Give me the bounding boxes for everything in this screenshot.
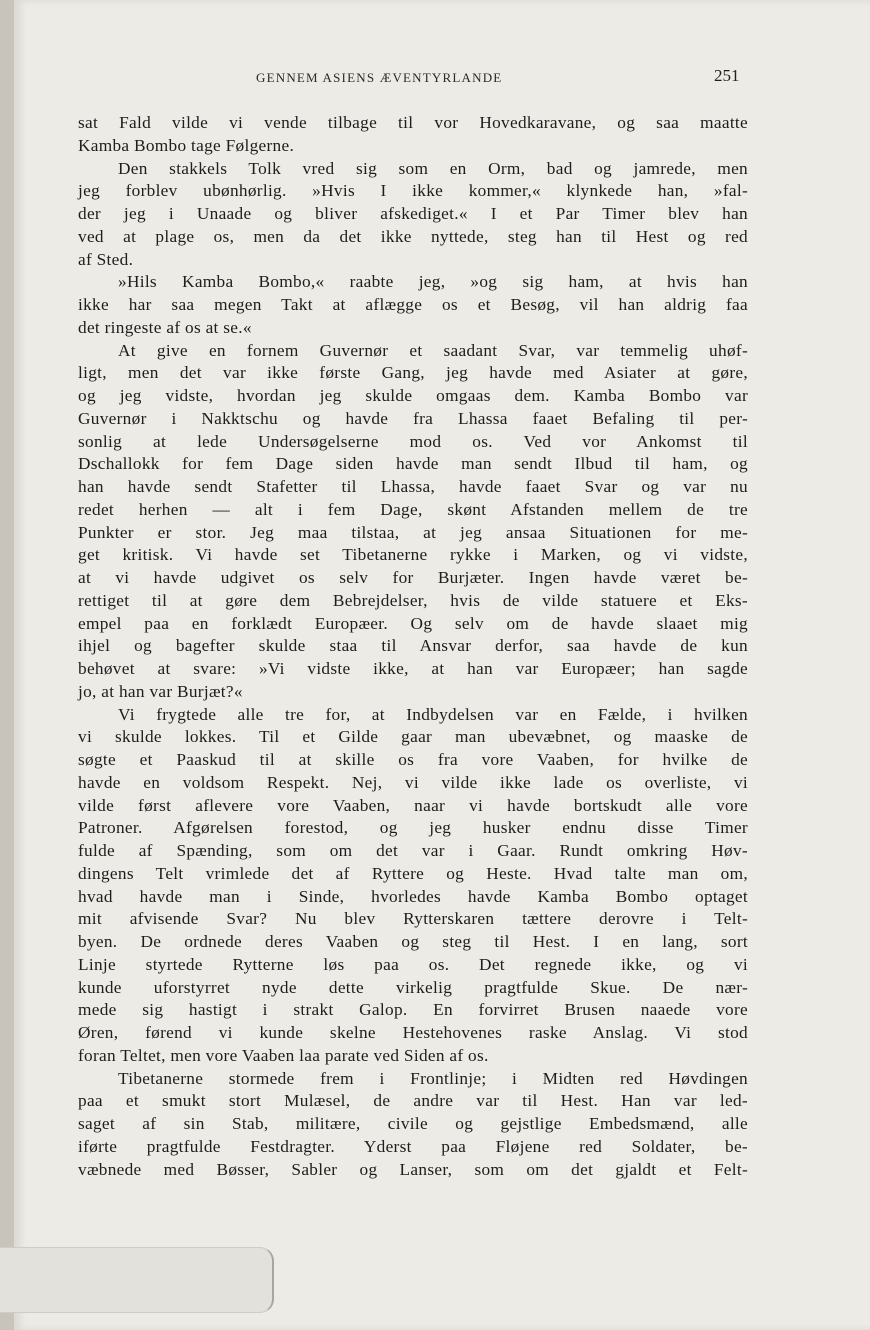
page-number: 251	[714, 66, 740, 85]
text-line: byen. De ordnede deres Vaaben og steg til Hest. I en lang, sort	[78, 932, 748, 951]
text-line: get kritisk. Vi havde set Tibetanerne rykke i Marken, og vi vidste,	[78, 545, 748, 565]
text-line: havde en voldsom Respekt. Nej, vi vilde ikke lade os overliste, vi	[78, 772, 748, 792]
text-line: han havde sendt Stafetter til Lhassa, havde faaet Svar og var nu	[78, 477, 748, 496]
text-line: søgte et Paaskud til at skille os fra vore Vaaben, for hvilke de	[78, 750, 748, 769]
text-line: mit afvisende Svar? Nu blev Rytterskaren tættere derovre i Telt-	[78, 909, 748, 929]
text-line: vi skulde lokkes. Til et Gilde gaar man ubevæbnet, og maaske de	[78, 727, 748, 747]
text-line: ligt, men det var ikke første Gang, jeg havde med Asiater at gøre,	[78, 363, 748, 383]
text-line: sonlig at lede Undersøgelserne mod os. Ved vor Ankomst til	[78, 431, 748, 451]
text-line: redet herhen — alt i fem Dage, skønt Afstanden mellem de tre	[78, 499, 748, 519]
text-line: Vi frygtede alle tre for, at Indbydelsen var en Fælde, i hvilken	[118, 704, 748, 724]
text-line: sat Fald vilde vi vende tilbage til vor Hovedkaravane, og saa maatte	[78, 113, 748, 132]
text-line: Tibetanerne stormede frem i Frontlinje; i Midten red Høvdingen	[118, 1068, 748, 1088]
text-line: Den stakkels Tolk vred sig som en Orm, bad og jamrede, men	[118, 158, 748, 178]
text-line: ved at plage os, men da det ikke nyttede, steg han til Hest og red	[78, 226, 748, 246]
text-line: ihjel og bagefter skulde staa til Ansvar derfor, saa havde de kun	[78, 636, 748, 656]
text-line: foran Teltet, men vore Vaaben laa parate ved Siden af os.	[78, 1045, 489, 1065]
text-line: Guvernør i Nakktschu og havde fra Lhassa faaet Befaling til per-	[78, 408, 748, 428]
text-line: empel paa en forklædt Europæer. Og selv om de havde slaaet mig	[78, 613, 748, 633]
text-line: der jeg i Unaade og bliver afskediget.« I et Par Timer blev han	[78, 204, 748, 223]
text-line: iførte pragtfulde Festdragter. Yderst paa Fløjene red Soldater, be-	[78, 1136, 748, 1156]
text-line: dingens Telt vrimlede det af Ryttere og Heste. Hvad talte man om,	[78, 863, 748, 883]
text-line: Linje styrtede Rytterne løs paa os. Det regnede ikke, og vi	[78, 954, 748, 974]
text-line: fulde af Spænding, som om det var i Gaar. Rundt omkring Høv-	[78, 841, 748, 860]
text-line: ikke har saa megen Takt at aflægge os et Besøg, vil han aldrig faa	[78, 295, 748, 314]
text-line: jeg forblev ubønhørlig. »Hvis I ikke kommer,« klynkede han, »fal-	[78, 181, 748, 201]
text-line: Øren, førend vi kunde skelne Hestehovenes raske Anslag. Vi stod	[78, 1023, 748, 1042]
text-line: rettiget til at gøre dem Bebrejdelser, hvis de vilde statuere et Eks-	[78, 590, 748, 610]
text-line: paa et smukt stort Mulæsel, de andre var til Hest. Han var led-	[78, 1091, 748, 1111]
text-line: »Hils Kamba Bombo,« raabte jeg, »og sig ham, at hvis han	[118, 272, 748, 292]
text-line: Punkter er stor. Jeg maa tilstaa, at jeg ansaa Situationen for me-	[78, 522, 748, 542]
text-line: af Sted.	[78, 249, 134, 269]
library-tab-sticker	[0, 1247, 274, 1313]
text-line: saget af sin Stab, militære, civile og gejstlige Embedsmænd, alle	[78, 1114, 748, 1133]
text-line: væbnede med Bøsser, Sabler og Lanser, som om det gjaldt et Felt-	[78, 1159, 748, 1179]
body-text	[78, 112, 748, 1181]
text-line: kunde uforstyrret nyde dette virkelig pragtfulde Skue. De nær-	[78, 977, 748, 997]
text-line: At give en fornem Guvernør et saadant Svar, var temmelig uhøf-	[118, 340, 748, 360]
text-line: jo, at han var Burjæt?«	[78, 681, 243, 701]
page-header	[14, 66, 870, 90]
text-line: mede sig hastigt i strakt Galop. En forvirret Brusen naaede vore	[78, 1000, 748, 1020]
text-line: hvad havde man i Sinde, hvorledes havde Kamba Bombo optaget	[78, 886, 748, 906]
text-line: at vi havde udgivet os selv for Burjæter. Ingen havde været be-	[78, 568, 748, 587]
text-line: Kamba Bombo tage Følgerne.	[78, 135, 295, 155]
running-title: GENNEM ASIENS ÆVENTYRLANDE	[256, 70, 503, 85]
text-line: og jeg vidste, hvordan jeg skulde omgaas dem. Kamba Bombo var	[78, 386, 748, 405]
text-line: vilde først aflevere vore Vaaben, naar vi havde bortskudt alle vore	[78, 795, 748, 815]
text-line: Dschallokk for fem Dage siden havde man sendt Ilbud til ham, og	[78, 454, 748, 474]
text-line: behøvet at svare: »Vi vidste ikke, at han var Europæer; han sagde	[78, 659, 748, 678]
text-line: det ringeste af os at se.«	[78, 317, 252, 337]
text-line: Patroner. Afgørelsen forestod, og jeg husker endnu disse Timer	[78, 818, 748, 838]
book-page	[14, 0, 870, 1330]
